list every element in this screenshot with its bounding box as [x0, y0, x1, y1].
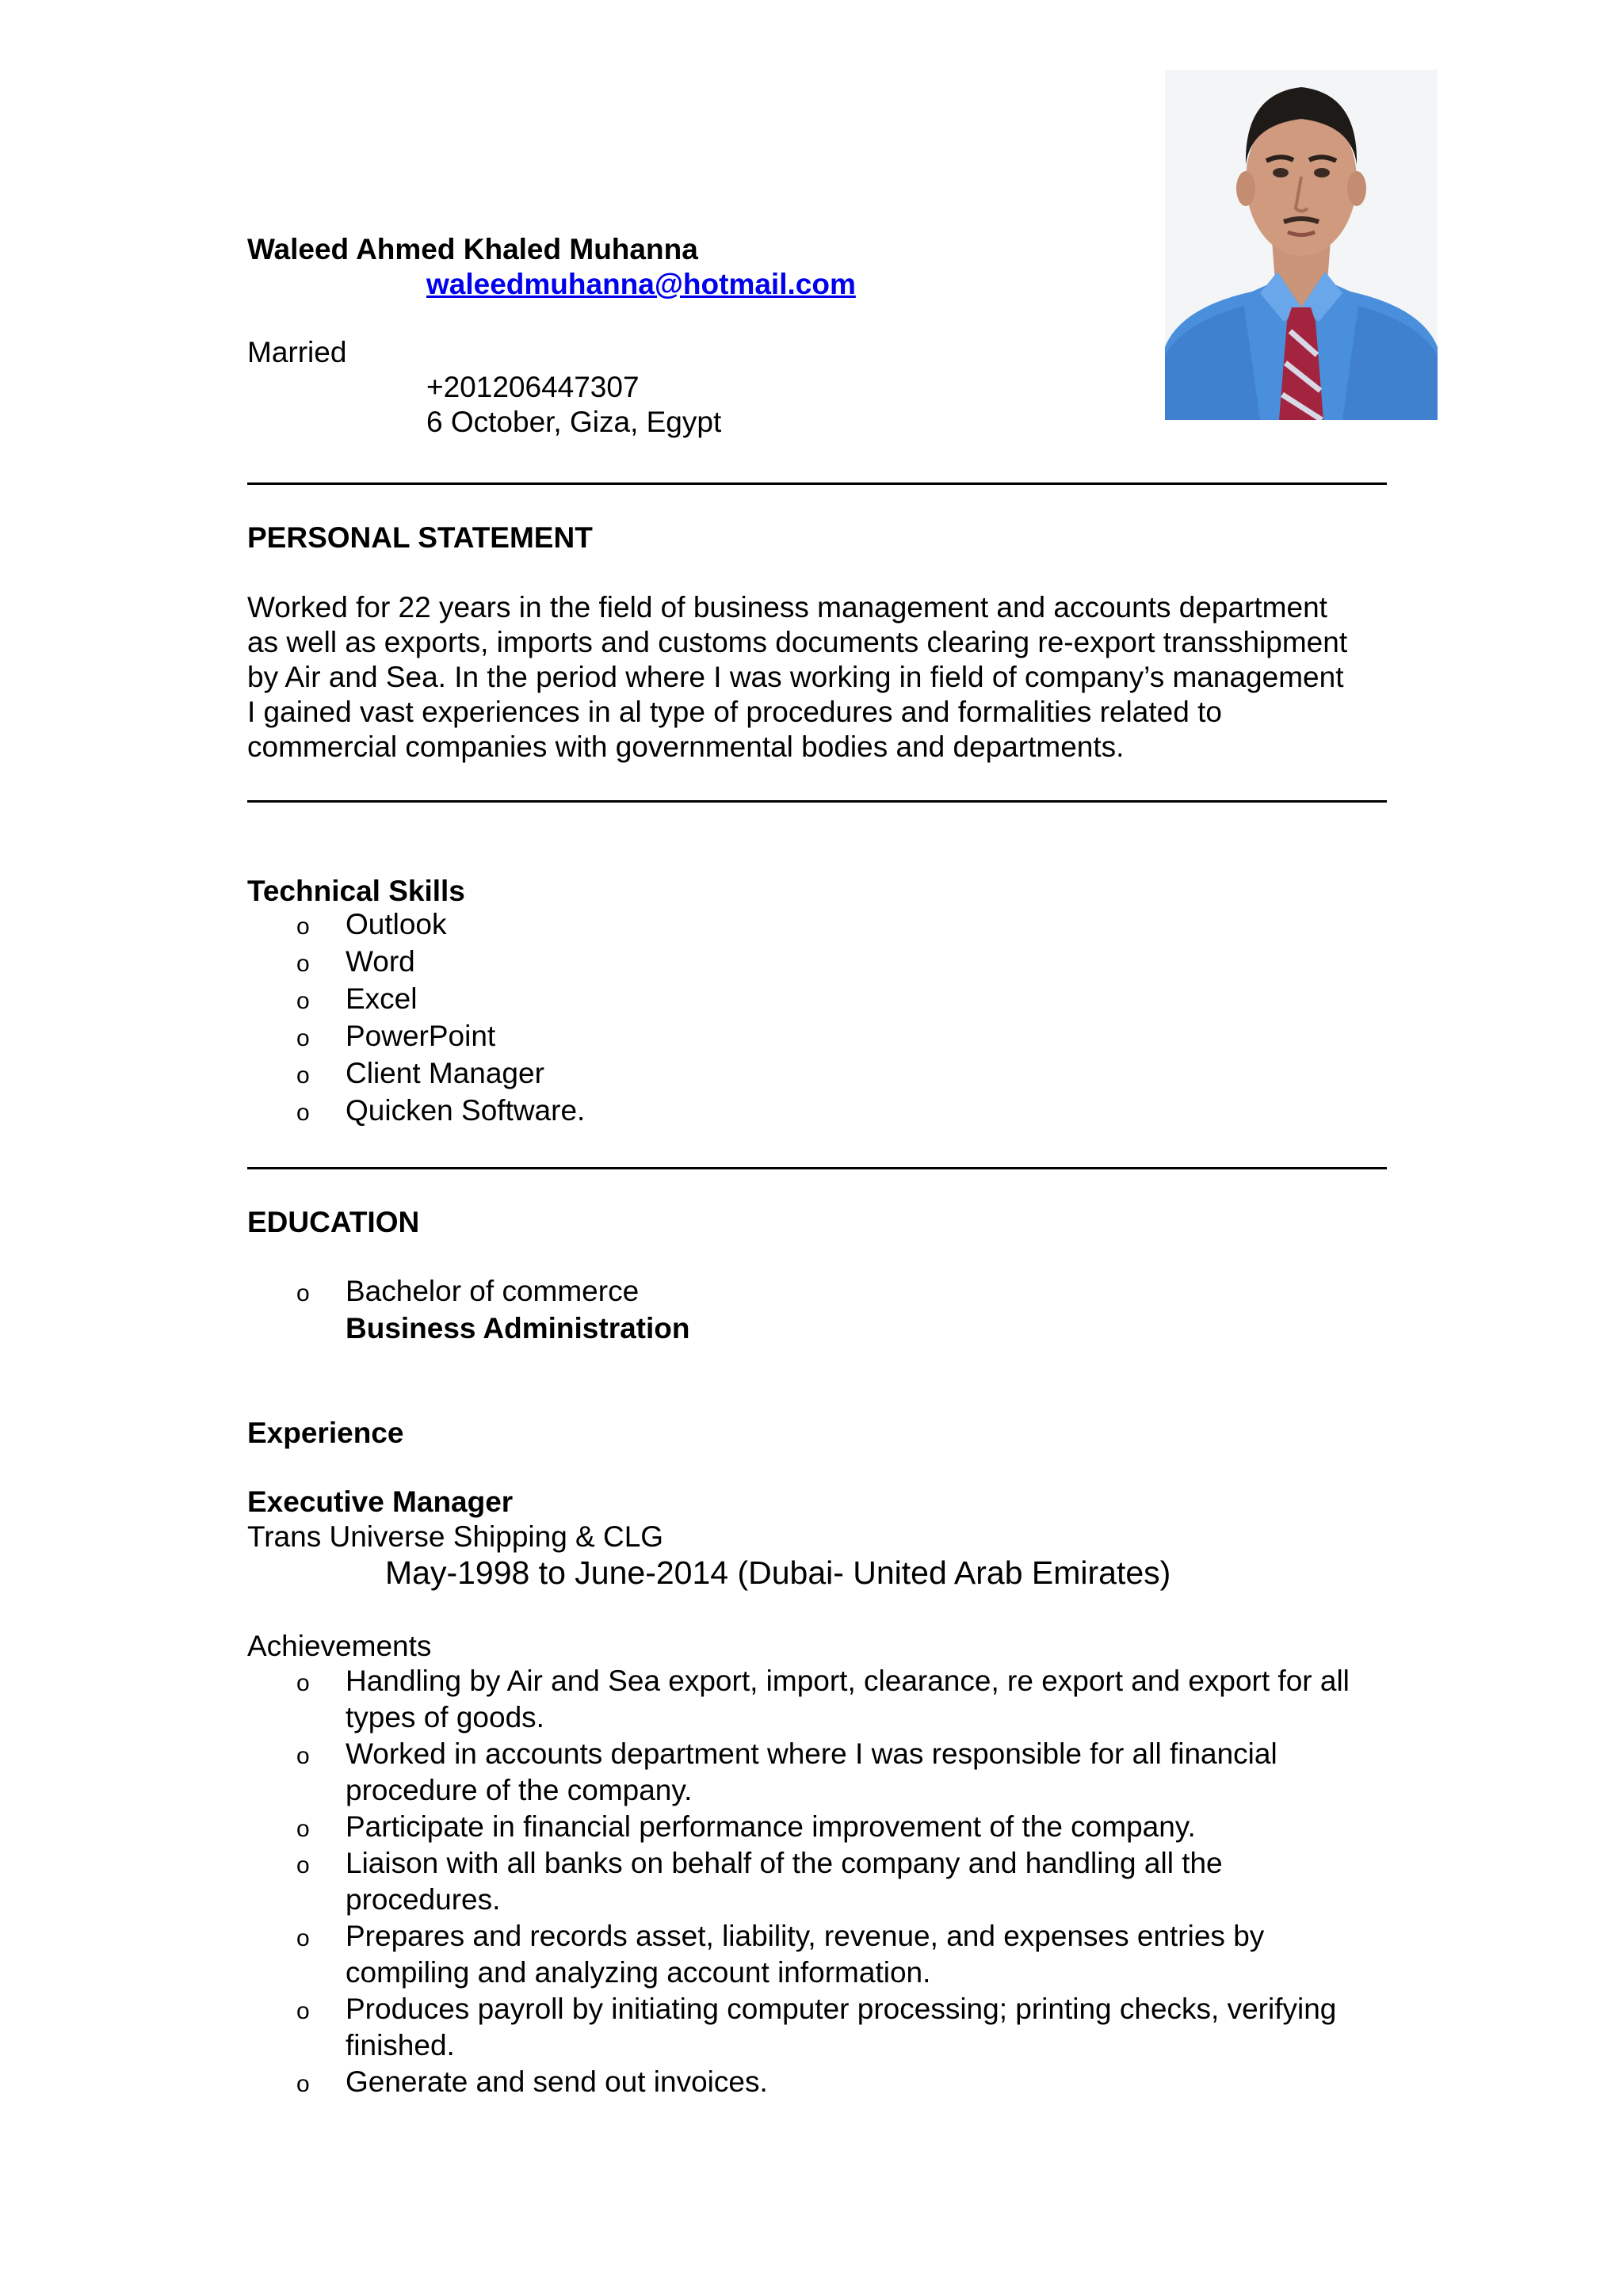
employment-period: May-1998 to June-2014 (Dubai- United Arab Emirates)	[385, 1554, 1171, 1591]
list-item	[247, 980, 585, 1017]
bullet-marker: o	[296, 1025, 310, 1051]
personal-statement-text	[247, 590, 1404, 765]
list-item	[247, 1055, 585, 1092]
list-item	[247, 906, 585, 943]
section-divider	[247, 800, 1387, 803]
skill-label: Outlook	[346, 908, 447, 940]
section-divider	[247, 1167, 1387, 1169]
section-divider	[247, 482, 1387, 485]
achievement-line: Participate in financial performance improvement of the company.	[346, 1810, 1196, 1843]
bullet-marker: o	[296, 1925, 310, 1951]
statement-line: I gained vast experiences in al type of procedures and formalities related to	[247, 696, 1222, 728]
achievement-line: Prepares and records asset, liability, revenue, and expenses entries by	[346, 1920, 1265, 1952]
achievement-line: procedure of the company.	[346, 1774, 693, 1806]
bullet-marker: o	[296, 1816, 310, 1842]
profile-photo-illustration	[1165, 70, 1438, 420]
education-heading: EDUCATION	[247, 1206, 420, 1238]
bullet-marker: o	[296, 1852, 310, 1878]
skill-label: Quicken Software.	[346, 1094, 586, 1127]
list-item	[247, 1092, 585, 1129]
company-name: Trans Universe Shipping & CLG	[247, 1520, 664, 1553]
education-degree: Bachelor of commerce	[346, 1275, 640, 1307]
achievements-list	[247, 1663, 1350, 2100]
bullet-marker: o	[296, 988, 310, 1014]
achievement-line: types of goods.	[346, 1701, 544, 1733]
bullet-marker: o	[296, 1280, 310, 1306]
experience-heading: Experience	[247, 1417, 404, 1449]
bullet-marker: o	[296, 951, 310, 977]
bullet-marker: o	[296, 1998, 310, 2024]
list-item	[247, 1809, 1350, 1845]
marital-status: Married	[247, 336, 347, 368]
education-list	[247, 1272, 689, 1347]
list-item	[247, 1663, 1350, 1736]
achievement-line: Produces payroll by initiating computer processing; printing checks, verifying	[346, 1993, 1337, 2025]
education-major: Business Administration	[346, 1312, 690, 1344]
bullet-marker: o	[296, 1670, 310, 1696]
achievement-line: compiling and analyzing account information.	[346, 1956, 931, 1989]
bullet-marker: o	[296, 1100, 310, 1126]
address: 6 October, Giza, Egypt	[426, 406, 722, 438]
email-link[interactable]: waleedmuhanna@hotmail.com	[426, 268, 856, 300]
list-item	[247, 1017, 585, 1055]
statement-line: as well as exports, imports and customs documents clearing re-export transshipment	[247, 626, 1348, 658]
technical-skills-heading: Technical Skills	[247, 875, 465, 907]
achievement-line: Liaison with all banks on behalf of the company and handling all the	[346, 1847, 1223, 1879]
statement-line: commercial companies with governmental bodies and departments.	[247, 730, 1125, 763]
bullet-marker: o	[296, 2071, 310, 2097]
list-item	[247, 1845, 1350, 1918]
profile-photo	[1165, 70, 1438, 420]
achievement-line: finished.	[346, 2029, 455, 2061]
list-item	[247, 1310, 689, 1347]
email-line	[426, 266, 856, 302]
achievement-line: Handling by Air and Sea export, import, clearance, re export and export for all	[346, 1665, 1350, 1697]
list-item	[247, 2064, 1350, 2100]
list-item	[247, 1991, 1350, 2064]
skill-label: Client Manager	[346, 1057, 544, 1089]
skill-label: Word	[346, 945, 415, 978]
personal-statement-heading: PERSONAL STATEMENT	[247, 521, 593, 554]
list-item	[247, 943, 585, 980]
list-item	[247, 1736, 1350, 1809]
bullet-marker: o	[296, 913, 310, 940]
skill-label: PowerPoint	[346, 1020, 496, 1052]
skill-label: Excel	[346, 982, 418, 1015]
job-title: Executive Manager	[247, 1486, 514, 1518]
achievements-heading: Achievements	[247, 1630, 432, 1662]
phone-number: +201206447307	[426, 371, 640, 403]
achievement-line: Worked in accounts department where I was responsible for all financial	[346, 1737, 1277, 1770]
list-item	[247, 1272, 689, 1310]
list-item	[247, 1918, 1350, 1991]
statement-line: by Air and Sea. In the period where I was working in field of company’s management	[247, 661, 1344, 693]
achievement-line: procedures.	[346, 1883, 501, 1916]
bullet-marker: o	[296, 1743, 310, 1769]
candidate-name: Waleed Ahmed Khaled Muhanna	[247, 233, 698, 265]
bullet-marker: o	[296, 1062, 310, 1089]
statement-line: Worked for 22 years in the field of business management and accounts department	[247, 591, 1327, 624]
achievement-line: Generate and send out invoices.	[346, 2065, 768, 2098]
technical-skills-list	[247, 906, 585, 1129]
